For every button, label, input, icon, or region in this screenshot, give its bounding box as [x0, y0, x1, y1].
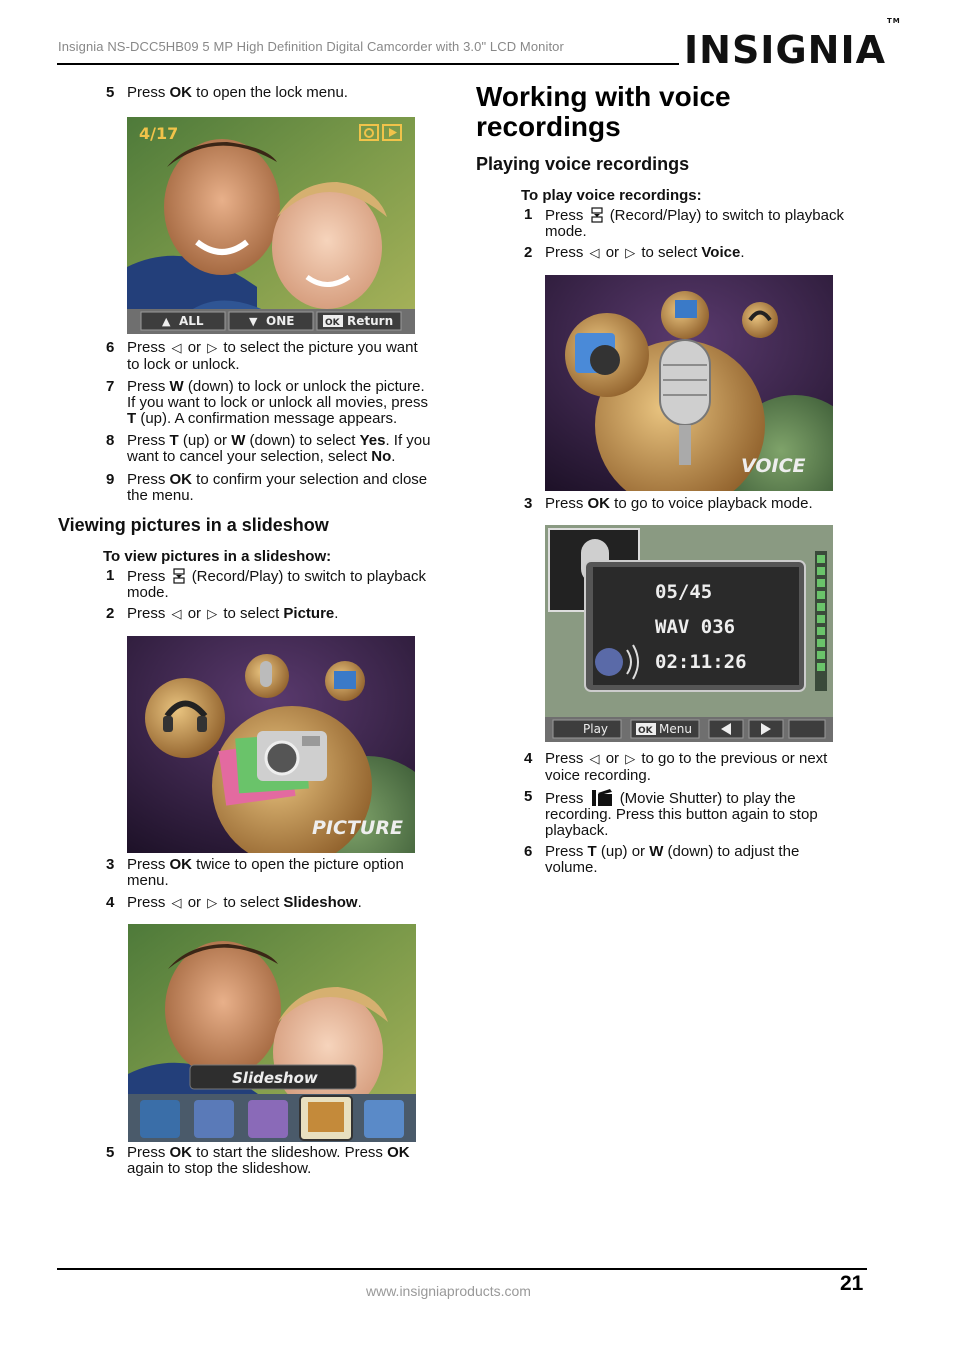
recording-counter: 05/45 — [655, 581, 713, 603]
svg-text:▼: ▼ — [249, 315, 258, 328]
right-arrow-icon: ▷ — [207, 341, 218, 356]
svg-text:OK: OK — [325, 318, 340, 328]
left-arrow-icon: ◁ — [171, 607, 182, 622]
left-arrow-icon: ◁ — [589, 246, 600, 261]
slideshow-screenshot — [128, 924, 416, 1142]
right-arrow-icon: ▷ — [207, 607, 218, 622]
btn-ok-label: OK — [638, 726, 653, 736]
right-arrow-icon: ▷ — [625, 246, 636, 261]
svg-text:▲: ▲ — [162, 315, 171, 328]
left-arrow-icon: ◁ — [171, 896, 182, 911]
photo-counter: 4/17 — [139, 124, 179, 143]
page-number: 21 — [840, 1272, 864, 1295]
footer-rule — [57, 1268, 867, 1270]
main-title: Working with voice recordings — [476, 81, 731, 142]
record-play-icon — [172, 568, 186, 584]
right-arrow-icon: ▷ — [625, 752, 636, 767]
voice-label: VOICE — [741, 455, 806, 477]
movie-shutter-icon — [590, 789, 614, 807]
lock-menu-screenshot — [127, 117, 415, 334]
picture-label: PICTURE — [312, 817, 403, 839]
record-play-icon — [590, 207, 604, 223]
btn-play-label: Play — [583, 722, 609, 736]
section-title-slideshow: Viewing pictures in a slideshow — [58, 515, 329, 535]
btn-return-label: Return — [347, 314, 394, 328]
slideshow-label: Slideshow — [232, 1069, 318, 1087]
left-arrow-icon: ◁ — [171, 341, 182, 356]
procedure-title-voice: To play voice recordings: — [521, 187, 702, 204]
voice-mode-screenshot — [545, 275, 833, 491]
recording-time: 02:11:26 — [655, 651, 747, 673]
btn-all-label: ALL — [179, 314, 204, 328]
right-arrow-icon: ▷ — [207, 896, 218, 911]
running-header: Insignia NS-DCC5HB09 5 MP High Definition Digital Camcorder with 3.0" LCD Monitor — [58, 39, 564, 54]
procedure-title-slideshow: To view pictures in a slideshow: — [103, 548, 332, 565]
left-arrow-icon: ◁ — [589, 752, 600, 767]
recording-file: WAV 036 — [655, 616, 736, 638]
picture-mode-screenshot — [127, 636, 415, 853]
btn-menu-label: Menu — [659, 722, 692, 736]
voice-playback-screenshot — [545, 525, 833, 742]
footer-url: www.insigniaproducts.com — [366, 1283, 531, 1299]
btn-one-label: ONE — [266, 314, 295, 328]
insignia-logo: INSIGNIA™ — [684, 17, 901, 72]
section-title-voice: Playing voice recordings — [476, 154, 690, 174]
header-rule — [57, 63, 679, 65]
